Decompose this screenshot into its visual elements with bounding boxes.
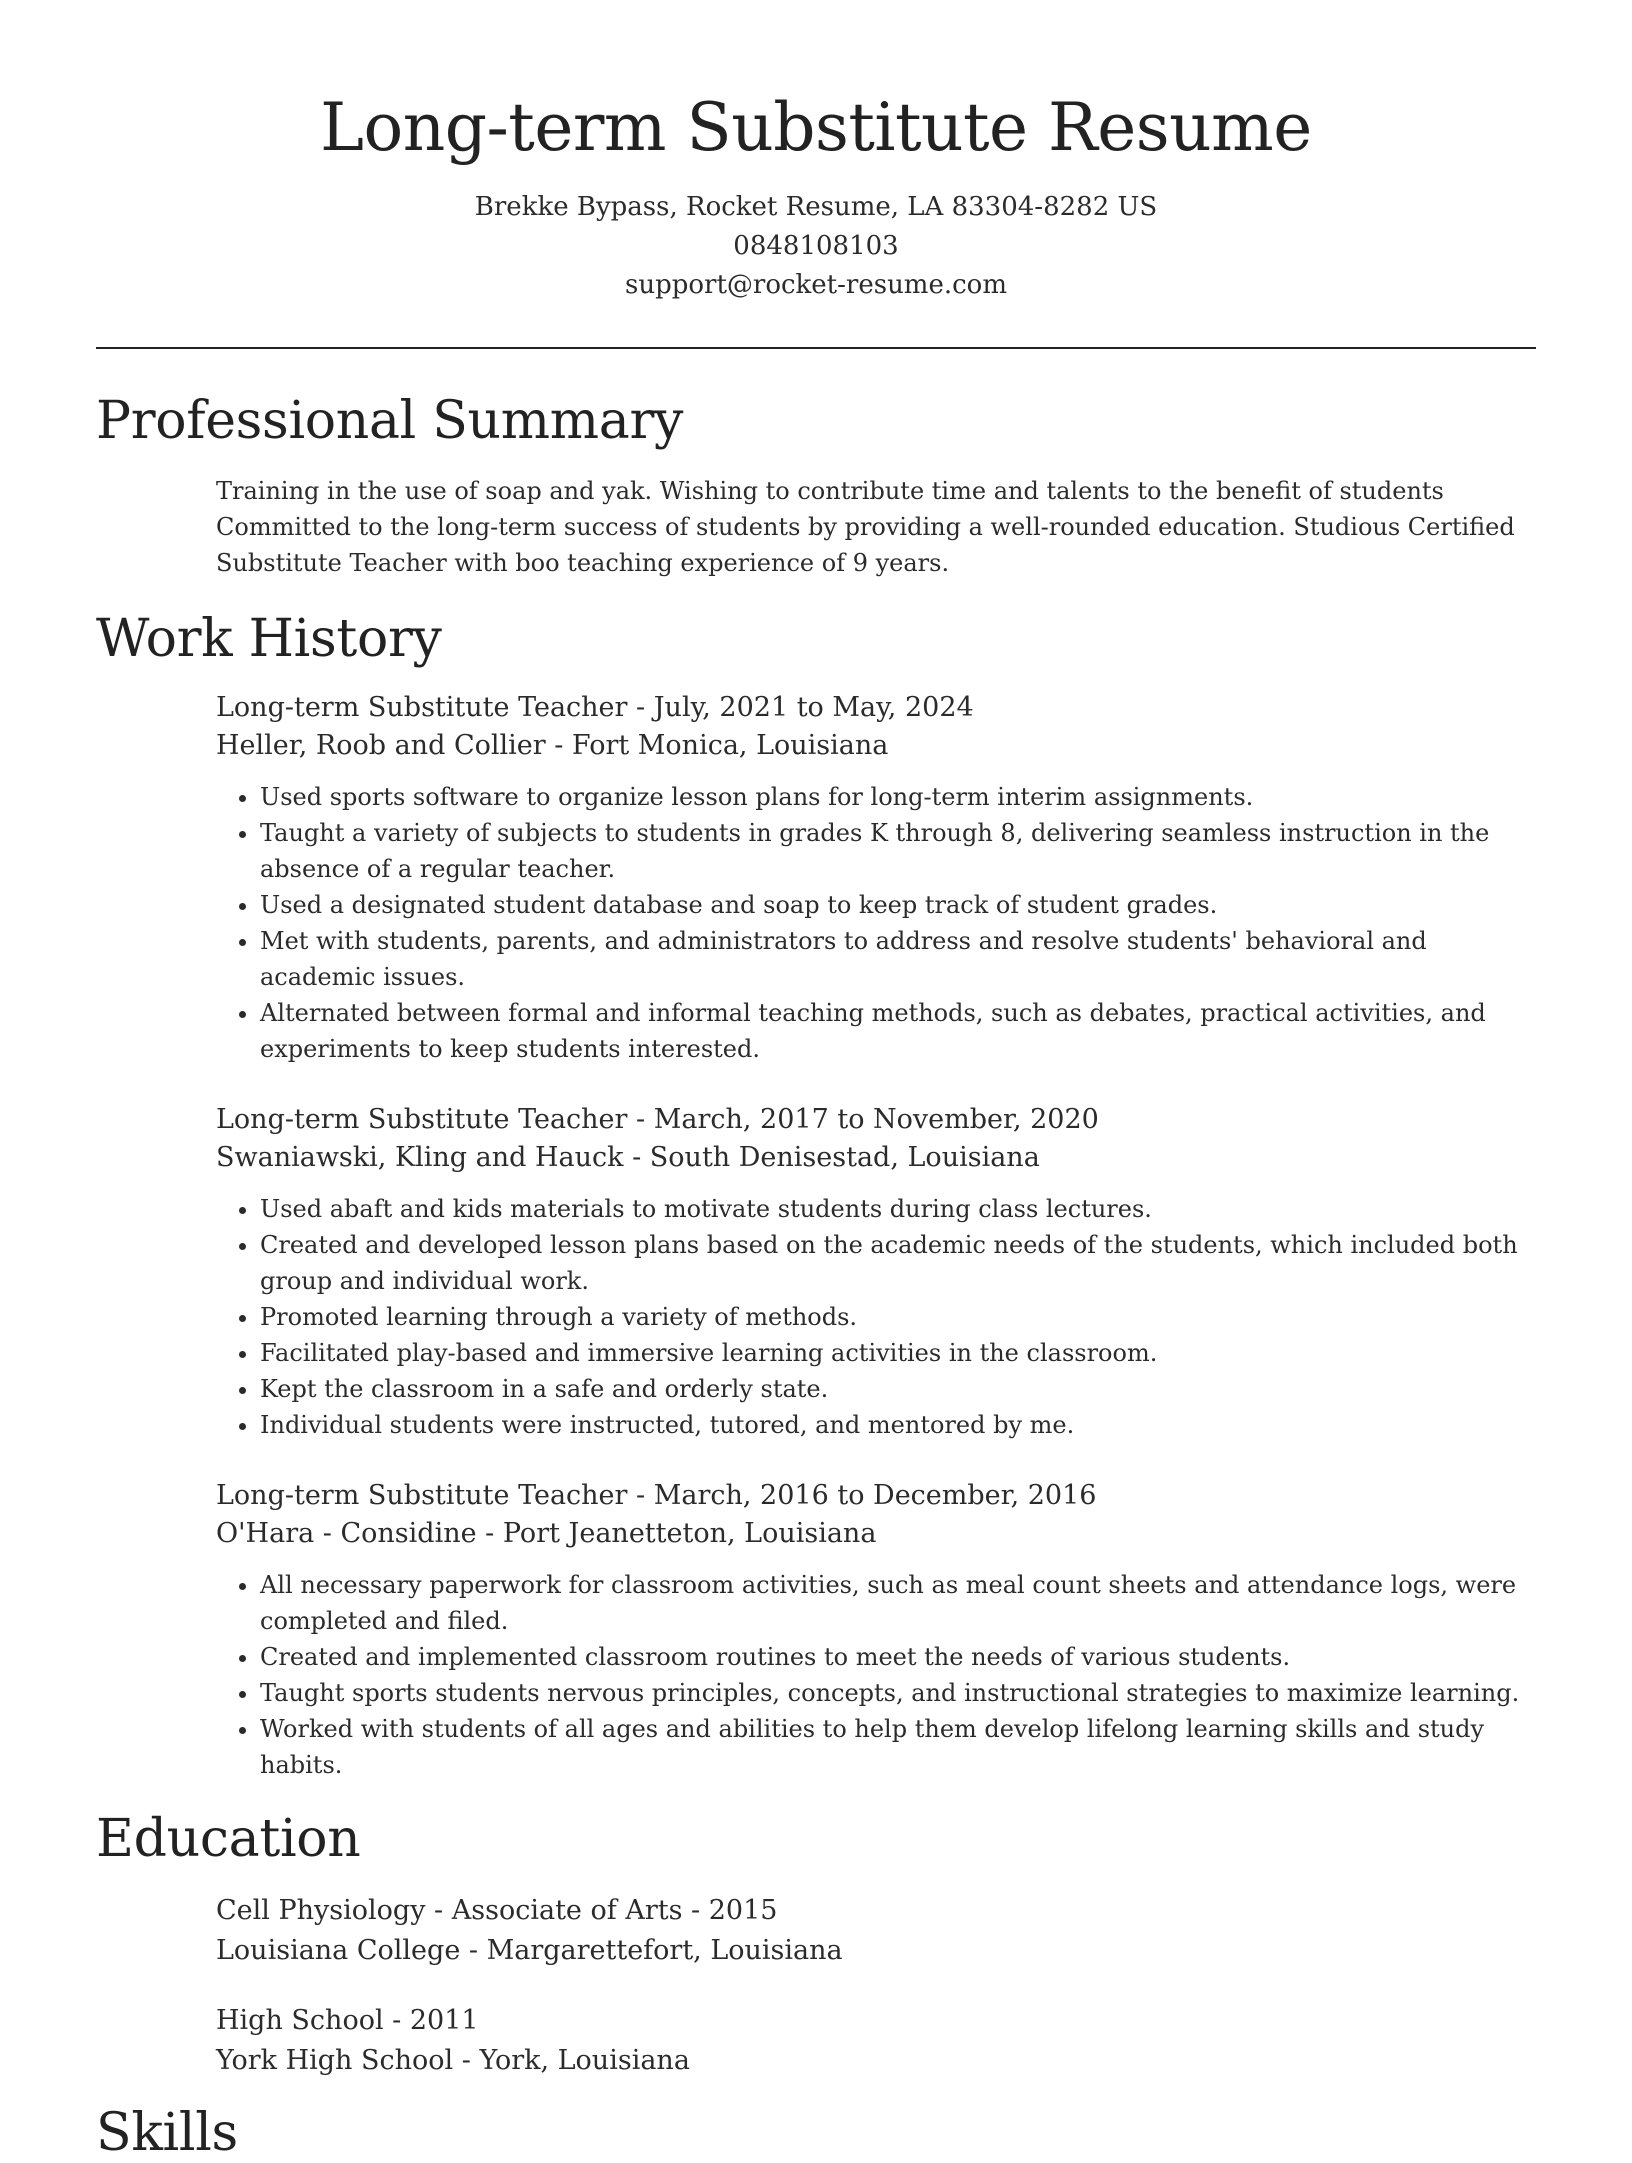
- job-title-line: Long-term Substitute Teacher - March, 2017 to November, 2020: [216, 1104, 1099, 1135]
- contact-phone: 0848108103: [733, 231, 899, 261]
- header-divider: [96, 347, 1536, 349]
- resume-header: [96, 0, 1536, 305]
- job-title-line: Long-term Substitute Teacher - March, 2016 to December, 2016: [216, 1480, 1097, 1511]
- job-bullet-list: [216, 1191, 1536, 1443]
- work-entry: [216, 689, 1536, 1067]
- job-bullet-list: [216, 1567, 1536, 1783]
- job-bullet: • Created and implemented classroom routines to meet the needs of various students.: [260, 1639, 1536, 1675]
- job-bullet: • Kept the classroom in a safe and orderly state.: [260, 1371, 1536, 1407]
- education-school-line: Louisiana College - Margarettefort, Louisiana: [216, 1935, 843, 1966]
- job-company-line: O'Hara - Considine - Port Jeanetteton, Louisiana: [216, 1518, 877, 1549]
- job-bullet: • Taught sports students nervous principles, concepts, and instructional strategies to maximize learning.: [260, 1675, 1536, 1711]
- education-heading: Education: [96, 1809, 361, 1869]
- job-bullet: • Alternated between formal and informal teaching methods, such as debates, practical activities, and experiments to keep students interested.: [260, 995, 1536, 1067]
- job-bullet: • Worked with students of all ages and abilities to help them develop lifelong learning skills and study habits.: [260, 1711, 1536, 1783]
- education-entry: [216, 1891, 1536, 1971]
- job-bullet: • Promoted learning through a variety of methods.: [260, 1299, 1536, 1335]
- resume-page: [96, 0, 1536, 2163]
- job-bullet: • Taught a variety of subjects to students in grades K through 8, delivering seamless instruction in the absence of a regular teacher.: [260, 815, 1536, 887]
- education-degree-line: High School - 2011: [216, 2005, 479, 2036]
- work-entry: [216, 1477, 1536, 1783]
- education-degree-line: Cell Physiology - Associate of Arts - 2015: [216, 1895, 778, 1926]
- job-bullet: • Individual students were instructed, tutored, and mentored by me.: [260, 1407, 1536, 1443]
- education-entry: [216, 2001, 1536, 2081]
- resume-title: Long-term Substitute Resume: [320, 89, 1312, 166]
- job-bullet-list: [216, 779, 1536, 1067]
- work-history-heading: Work History: [96, 609, 442, 669]
- job-bullet: • All necessary paperwork for classroom activities, such as meal count sheets and attendance logs, were completed and filed.: [260, 1567, 1536, 1639]
- job-bullet: • Used sports software to organize lesson plans for long-term interim assignments.: [260, 779, 1536, 815]
- job-bullet: • Used abaft and kids materials to motivate students during class lectures.: [260, 1191, 1536, 1227]
- contact-email: support@rocket-resume.com: [624, 270, 1007, 300]
- job-bullet: • Created and developed lesson plans based on the academic needs of the students, which included both group and individual work.: [260, 1227, 1536, 1299]
- summary-text: Training in the use of soap and yak. Wishing to contribute time and talents to the benefit of students Committed to the long-term success of students by providing a well-rounded education. Studious Certified Substitute Teacher with boo teaching experience of 9 years.: [216, 477, 1515, 577]
- job-company-line: Heller, Roob and Collier - Fort Monica, Louisiana: [216, 730, 889, 761]
- job-bullet: • Used a designated student database and soap to keep track of student grades.: [260, 887, 1536, 923]
- work-entry: [216, 1101, 1536, 1443]
- job-bullet: • Facilitated play-based and immersive learning activities in the classroom.: [260, 1335, 1536, 1371]
- job-bullet: • Met with students, parents, and administrators to address and resolve students' behavioral and academic issues.: [260, 923, 1536, 995]
- summary-heading: Professional Summary: [96, 391, 684, 451]
- job-company-line: Swaniawski, Kling and Hauck - South Denisestad, Louisiana: [216, 1142, 1040, 1173]
- skills-heading: Skills: [96, 2103, 238, 2163]
- job-title-line: Long-term Substitute Teacher - July, 2021 to May, 2024: [216, 692, 974, 723]
- contact-address: Brekke Bypass, Rocket Resume, LA 83304-8282 US: [474, 192, 1158, 222]
- education-school-line: York High School - York, Louisiana: [216, 2045, 690, 2076]
